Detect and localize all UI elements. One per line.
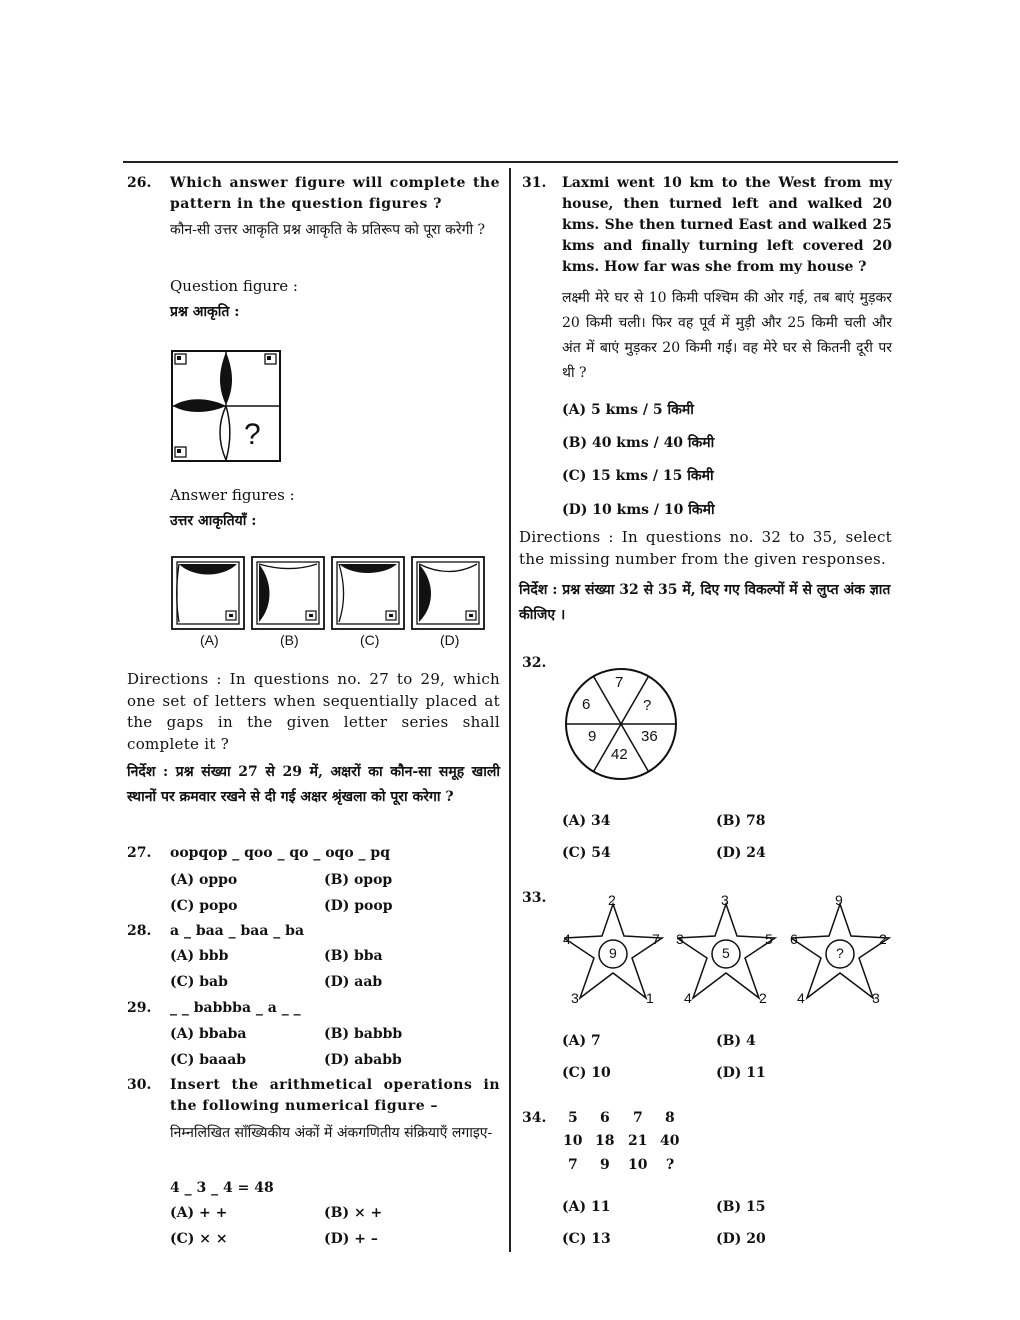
star-right: 7 bbox=[652, 931, 660, 947]
question-number: 30. bbox=[127, 1077, 152, 1093]
option-d[interactable]: (D) 11 bbox=[716, 1065, 766, 1081]
option-b[interactable]: (B) 15 bbox=[716, 1199, 766, 1215]
option-b[interactable]: (B) 40 kms / 40 किमी bbox=[562, 435, 715, 451]
star-bottom-right: 2 bbox=[759, 990, 767, 1006]
question-number: 34. bbox=[522, 1110, 547, 1126]
option-d[interactable]: (D) ababb bbox=[324, 1052, 402, 1068]
star-bottom-left: 3 bbox=[571, 990, 579, 1006]
answer-label-a: (A) bbox=[200, 632, 219, 648]
option-c[interactable]: (C) × × bbox=[170, 1231, 228, 1247]
option-a[interactable]: (A) bbb bbox=[170, 948, 229, 964]
circle-value: 36 bbox=[641, 728, 658, 745]
answer-figure-c bbox=[332, 557, 404, 629]
question-text-hi: निम्नलिखित साँख्यिकीय अंकों में अंकगणितीय संक्रियाएँ लगाइए- bbox=[170, 1125, 493, 1141]
directions-32-35-en: Directions : In questions no. 32 to 35, select the missing number from the given responses. bbox=[519, 528, 892, 568]
circle-value: 6 bbox=[582, 696, 591, 713]
directions-27-29-en: Directions : In questions no. 27 to 29, which one set of letters when sequentially placed at the gaps in the given letter series shall complete it ? bbox=[127, 670, 500, 753]
option-c[interactable]: (C) 10 bbox=[562, 1065, 611, 1081]
question-number: 32. bbox=[522, 655, 547, 671]
option-d[interactable]: (D) poop bbox=[324, 898, 393, 914]
grid-cell: 10 bbox=[563, 1133, 583, 1149]
option-b[interactable]: (B) opop bbox=[324, 872, 393, 888]
answer-label-d: (D) bbox=[440, 632, 460, 648]
question-text-hi: कौन-सी उत्तर आकृति प्रश्न आकृति के प्रतिरूप को पूरा करेगी ? bbox=[170, 222, 486, 238]
question-text-hi: लक्ष्मी मेरे घर से 10 किमी पश्चिम की ओर गई, तब बाएं मुड़कर 20 किमी चली। फिर वह पूर्व में मुड़ी और 25 किमी चली और अंत में बाएं मुड़कर 20 किमी गई। वह मेरे घर से कितनी दूरी पर थी ? bbox=[562, 290, 892, 381]
star-left: 6 bbox=[790, 931, 798, 947]
column-divider bbox=[509, 168, 511, 1252]
star-bottom-left: 4 bbox=[797, 990, 805, 1006]
question-text-en: Insert the arithmetical operations in the following numerical figure – bbox=[170, 1077, 500, 1114]
question-28-series: a _ baa _ baa _ ba bbox=[170, 923, 305, 939]
question-number: 26. bbox=[127, 175, 152, 191]
question-29-series: _ _ babbba _ a _ _ bbox=[170, 1000, 301, 1016]
circle-value: 9 bbox=[588, 728, 597, 745]
circle-value: ? bbox=[643, 697, 652, 714]
option-a[interactable]: (A) 11 bbox=[562, 1199, 611, 1215]
directions-27-29-hi: निर्देश : प्रश्न संख्या 27 से 29 में, अक्षरों का कौन-सा समूह खाली स्थानों पर क्रमवार रखने से दी गई अक्षर श्रृंखला को पूरा करेगा ? bbox=[127, 764, 500, 805]
option-d[interactable]: (D) + – bbox=[324, 1231, 378, 1247]
question-text-en: Laxmi went 10 km to the West from my house, then turned left and walked 20 kms. She then turned East and walked 25 kms and finally turning left covered 20 kms. How far was she from my house ? bbox=[562, 175, 892, 275]
grid-cell: 7 bbox=[633, 1110, 643, 1126]
option-b[interactable]: (B) bba bbox=[324, 948, 383, 964]
star-left: 3 bbox=[676, 931, 684, 947]
grid-cell: 6 bbox=[600, 1110, 610, 1126]
question-number: 27. bbox=[127, 845, 152, 861]
option-a[interactable]: (A) bbaba bbox=[170, 1026, 247, 1042]
grid-cell: 8 bbox=[665, 1110, 675, 1126]
grid-cell: 21 bbox=[628, 1133, 648, 1149]
star-bottom-right: 1 bbox=[646, 990, 654, 1006]
option-c[interactable]: (C) bab bbox=[170, 974, 228, 990]
question-mark: ? bbox=[244, 418, 261, 451]
star-bottom-left: 4 bbox=[684, 990, 692, 1006]
circle-value: 7 bbox=[615, 674, 624, 691]
option-d[interactable]: (D) 24 bbox=[716, 845, 766, 861]
star-right: 5 bbox=[765, 931, 773, 947]
option-a[interactable]: (A) 34 bbox=[562, 813, 611, 829]
option-c[interactable]: (C) 13 bbox=[562, 1231, 611, 1247]
question-number: 28. bbox=[127, 923, 152, 939]
option-c[interactable]: (C) 15 kms / 15 किमी bbox=[562, 468, 714, 484]
question-27-series: oopqop _ qoo _ qo _ oqo _ pq bbox=[170, 845, 391, 861]
directions-32-35-hi: निर्देश : प्रश्न संख्या 32 से 35 में, दिए गए विकल्पों में से लुप्त अंक ज्ञात कीजिए । bbox=[519, 582, 891, 623]
answer-label-b: (B) bbox=[280, 632, 299, 648]
grid-cell: 5 bbox=[568, 1110, 578, 1126]
answer-figures-label-hi: उत्तर आकृतियाँ : bbox=[170, 513, 257, 529]
question-number: 31. bbox=[522, 175, 547, 191]
star-center: 5 bbox=[722, 945, 730, 961]
grid-cell: 10 bbox=[628, 1157, 648, 1173]
question-30-expression: 4 _ 3 _ 4 = 48 bbox=[170, 1180, 274, 1196]
answer-figure-d bbox=[412, 557, 484, 629]
star-top: 2 bbox=[608, 892, 616, 908]
option-c[interactable]: (C) baaab bbox=[170, 1052, 247, 1068]
question-number: 29. bbox=[127, 1000, 152, 1016]
grid-cell: 9 bbox=[600, 1157, 610, 1173]
top-rule bbox=[123, 161, 898, 163]
option-a[interactable]: (A) 7 bbox=[562, 1033, 601, 1049]
option-a[interactable]: (A) oppo bbox=[170, 872, 238, 888]
grid-cell: 7 bbox=[568, 1157, 578, 1173]
option-b[interactable]: (B) 4 bbox=[716, 1033, 756, 1049]
question-number: 33. bbox=[522, 890, 547, 906]
grid-cell: 18 bbox=[595, 1133, 615, 1149]
star-center: ? bbox=[836, 945, 844, 961]
star-center: 9 bbox=[609, 945, 617, 961]
grid-cell: ? bbox=[666, 1157, 675, 1173]
answer-figures bbox=[171, 556, 487, 632]
answer-figure-b bbox=[252, 557, 324, 629]
option-c[interactable]: (C) 54 bbox=[562, 845, 611, 861]
star-right: 2 bbox=[879, 931, 887, 947]
question-figure-label-en: Question figure : bbox=[170, 277, 298, 295]
answer-figures-label-en: Answer figures : bbox=[170, 486, 295, 504]
option-b[interactable]: (B) babbb bbox=[324, 1026, 403, 1042]
circle-value: 42 bbox=[611, 746, 628, 763]
question-figure-label-hi: प्रश्न आकृति : bbox=[170, 304, 240, 320]
option-d[interactable]: (D) 20 bbox=[716, 1231, 766, 1247]
grid-cell: 40 bbox=[660, 1133, 680, 1149]
option-a[interactable]: (A) 5 kms / 5 किमी bbox=[562, 402, 694, 418]
option-b[interactable]: (B) × + bbox=[324, 1205, 383, 1221]
option-d[interactable]: (D) aab bbox=[324, 974, 383, 990]
option-d[interactable]: (D) 10 kms / 10 किमी bbox=[562, 502, 715, 518]
answer-label-c: (C) bbox=[360, 632, 380, 648]
question-text-en: Which answer figure will complete the pattern in the question figures ? bbox=[170, 175, 500, 212]
option-a[interactable]: (A) + + bbox=[170, 1205, 228, 1221]
answer-figure-a bbox=[172, 557, 244, 629]
star-top: 9 bbox=[835, 892, 843, 908]
star-top: 3 bbox=[721, 892, 729, 908]
star-left: 4 bbox=[563, 931, 571, 947]
option-c[interactable]: (C) popo bbox=[170, 898, 238, 914]
option-b[interactable]: (B) 78 bbox=[716, 813, 766, 829]
star-bottom-right: 3 bbox=[872, 990, 880, 1006]
question-figure bbox=[171, 350, 283, 464]
